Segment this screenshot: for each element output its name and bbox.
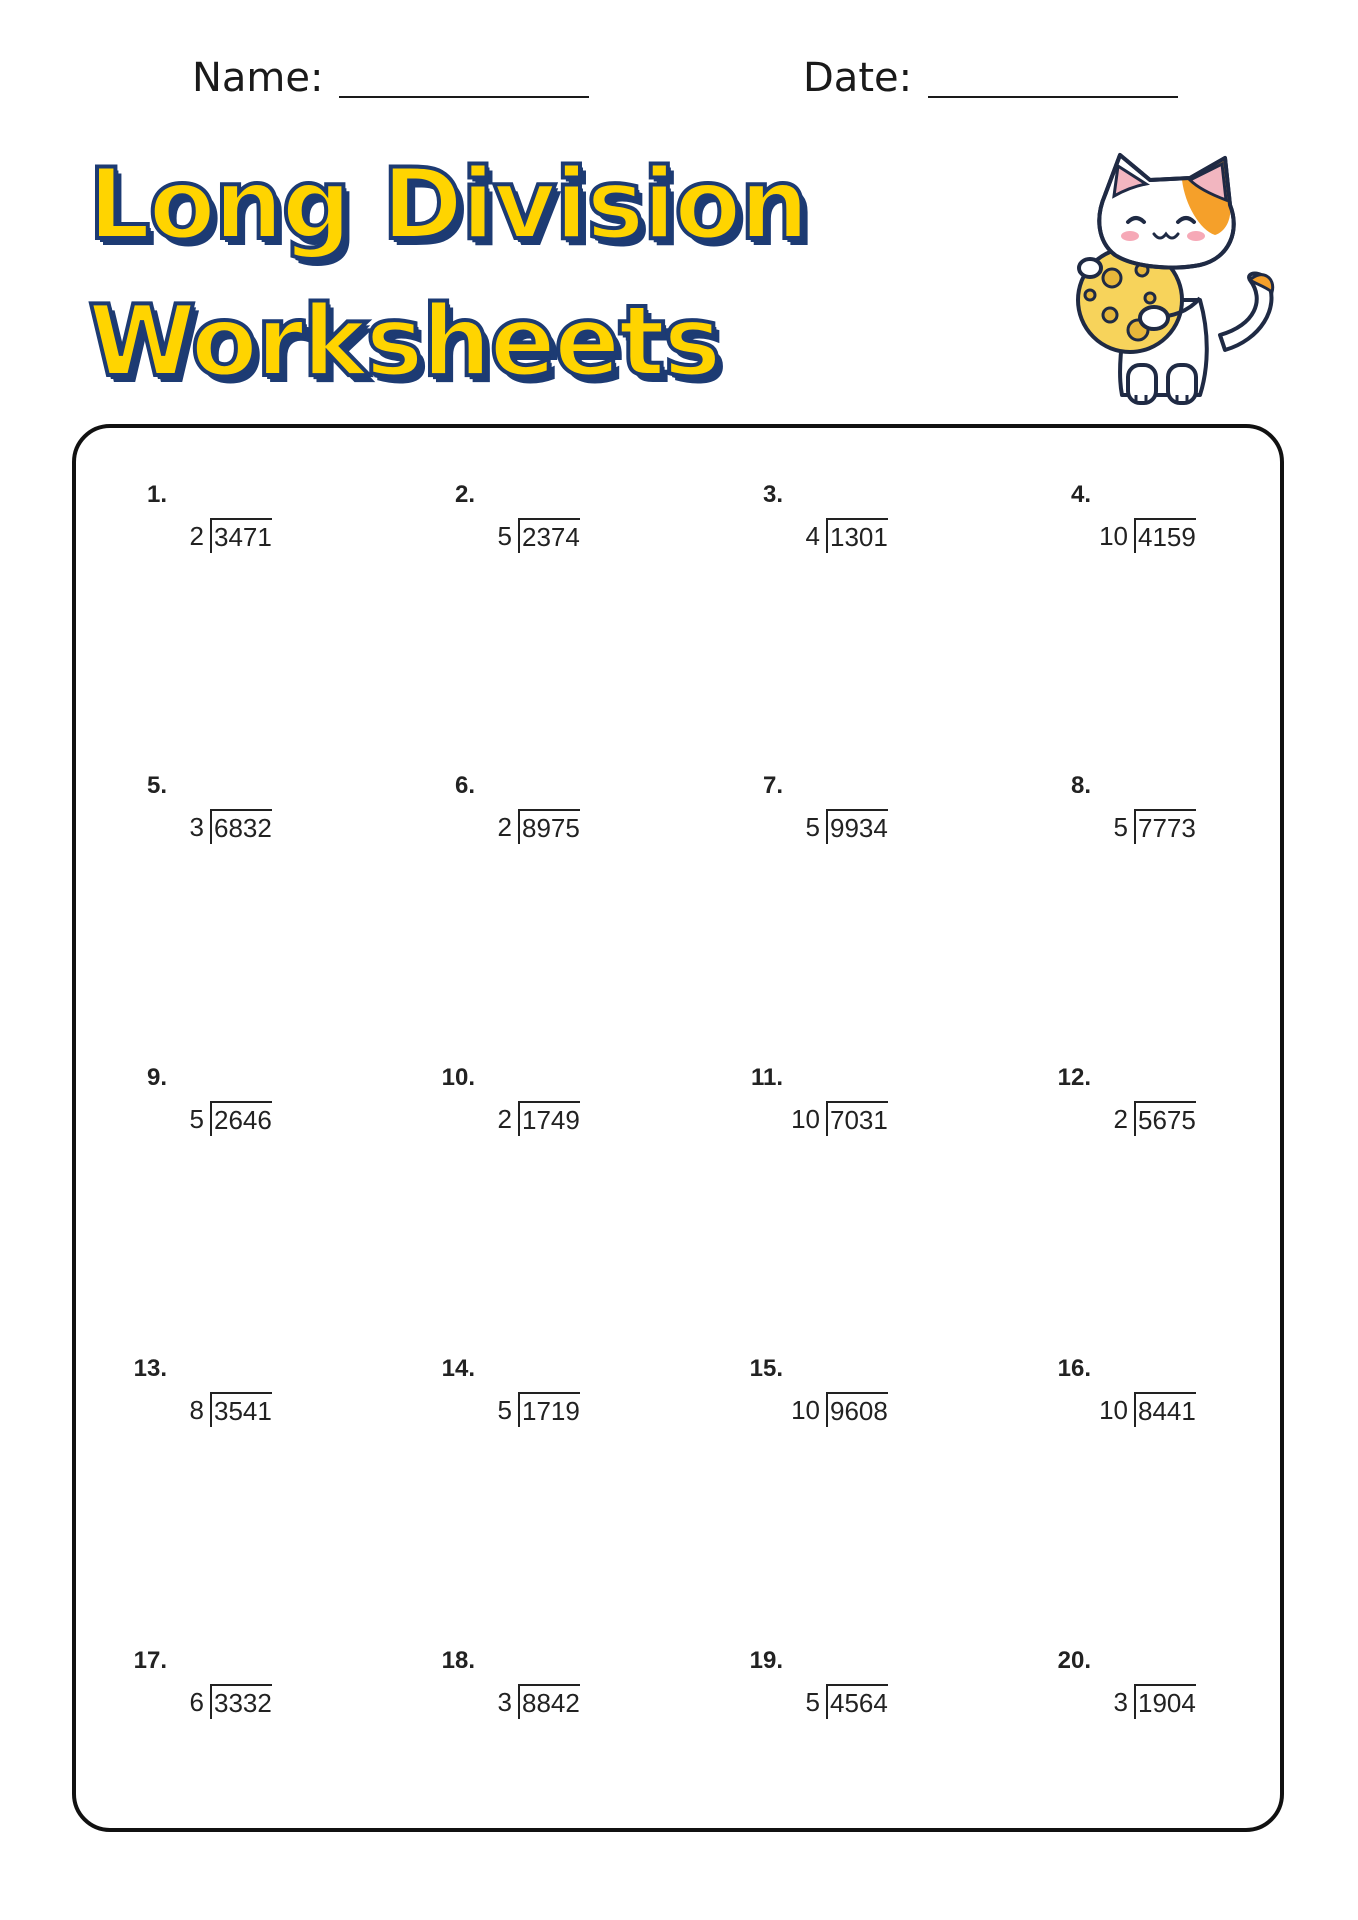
problem-7 bbox=[704, 771, 904, 871]
problem-1 bbox=[88, 480, 288, 580]
problem-divisor: 3 bbox=[1113, 1687, 1128, 1717]
problem-17 bbox=[88, 1646, 288, 1746]
problem-18 bbox=[396, 1646, 596, 1746]
problem-number: 1. bbox=[146, 481, 167, 508]
problem-divisor: 2 bbox=[497, 812, 512, 842]
problem-number: 6. bbox=[454, 772, 475, 799]
title-line-1: Long Division bbox=[88, 148, 808, 262]
problem-number: 9. bbox=[146, 1064, 167, 1091]
problem-divisor: 4 bbox=[805, 521, 820, 551]
problem-dividend: 7773 bbox=[1134, 809, 1196, 844]
problem-divisor: 2 bbox=[497, 1104, 512, 1134]
date-blank-line[interactable] bbox=[928, 96, 1178, 98]
problem-2 bbox=[396, 480, 596, 580]
name-blank-line[interactable] bbox=[339, 96, 589, 98]
problem-number: 20. bbox=[1057, 1647, 1091, 1674]
problem-number: 14. bbox=[441, 1355, 475, 1382]
problem-14 bbox=[396, 1354, 596, 1454]
problem-divisor: 5 bbox=[805, 1687, 820, 1717]
problem-dividend: 1719 bbox=[518, 1392, 580, 1427]
problem-dividend: 2374 bbox=[518, 518, 580, 553]
problem-number: 3. bbox=[762, 481, 783, 508]
problem-dividend: 7031 bbox=[826, 1101, 888, 1136]
problem-number: 8. bbox=[1070, 772, 1091, 799]
problem-number: 13. bbox=[133, 1355, 167, 1382]
problem-divisor: 5 bbox=[497, 521, 512, 551]
problem-dividend: 5675 bbox=[1134, 1101, 1196, 1136]
problem-divisor: 5 bbox=[497, 1395, 512, 1425]
problem-divisor: 3 bbox=[497, 1687, 512, 1717]
problem-divisor: 10 bbox=[791, 1104, 820, 1134]
problem-8 bbox=[1012, 771, 1212, 871]
problem-10 bbox=[396, 1063, 596, 1163]
problem-dividend: 9934 bbox=[826, 809, 888, 844]
problem-number: 11. bbox=[750, 1064, 783, 1091]
problem-number: 4. bbox=[1070, 481, 1091, 508]
problem-11 bbox=[704, 1063, 904, 1163]
problem-number: 2. bbox=[454, 481, 475, 508]
problem-number: 19. bbox=[749, 1647, 783, 1674]
problem-number: 7. bbox=[762, 772, 783, 799]
problem-number: 10. bbox=[441, 1064, 475, 1091]
problem-divisor: 5 bbox=[189, 1104, 204, 1134]
problem-5 bbox=[88, 771, 288, 871]
name-label: Name: bbox=[192, 55, 324, 101]
problem-divisor: 5 bbox=[805, 812, 820, 842]
problem-dividend: 3332 bbox=[210, 1684, 272, 1719]
problem-divisor: 8 bbox=[189, 1395, 204, 1425]
problem-dividend: 1904 bbox=[1134, 1684, 1196, 1719]
problem-dividend: 3541 bbox=[210, 1392, 272, 1427]
problem-13 bbox=[88, 1354, 288, 1454]
problem-6 bbox=[396, 771, 596, 871]
problem-dividend: 9608 bbox=[826, 1392, 888, 1427]
problem-dividend: 3471 bbox=[210, 518, 272, 553]
worksheet-title bbox=[88, 148, 808, 400]
problem-dividend: 1301 bbox=[826, 518, 888, 553]
problem-divisor: 10 bbox=[1099, 1395, 1128, 1425]
date-field[interactable] bbox=[803, 52, 1178, 104]
problem-dividend: 8441 bbox=[1134, 1392, 1196, 1427]
header bbox=[0, 52, 1358, 122]
problem-number: 18. bbox=[441, 1647, 475, 1674]
problem-dividend: 4564 bbox=[826, 1684, 888, 1719]
problem-divisor: 2 bbox=[1113, 1104, 1128, 1134]
problem-12 bbox=[1012, 1063, 1212, 1163]
problem-dividend: 2646 bbox=[210, 1101, 272, 1136]
problem-15 bbox=[704, 1354, 904, 1454]
problem-dividend: 4159 bbox=[1134, 518, 1196, 553]
problem-divisor: 10 bbox=[791, 1395, 820, 1425]
problem-dividend: 6832 bbox=[210, 809, 272, 844]
cat-holding-moon-icon bbox=[1050, 150, 1280, 415]
problem-3 bbox=[704, 480, 904, 580]
problem-dividend: 1749 bbox=[518, 1101, 580, 1136]
title-line-2: Worksheets bbox=[88, 285, 720, 399]
name-field[interactable] bbox=[192, 52, 589, 104]
problem-dividend: 8975 bbox=[518, 809, 580, 844]
problem-16 bbox=[1012, 1354, 1212, 1454]
problem-4 bbox=[1012, 480, 1212, 580]
problem-divisor: 2 bbox=[189, 521, 204, 551]
problem-divisor: 6 bbox=[189, 1687, 204, 1717]
problem-19 bbox=[704, 1646, 904, 1746]
problem-number: 5. bbox=[146, 772, 167, 799]
problem-9 bbox=[88, 1063, 288, 1163]
problem-number: 12. bbox=[1057, 1064, 1091, 1091]
problem-number: 17. bbox=[133, 1647, 167, 1674]
problem-divisor: 10 bbox=[1099, 521, 1128, 551]
problem-number: 16. bbox=[1057, 1355, 1091, 1382]
problem-divisor: 3 bbox=[189, 812, 204, 842]
problem-divisor: 5 bbox=[1113, 812, 1128, 842]
problem-20 bbox=[1012, 1646, 1212, 1746]
problem-number: 15. bbox=[749, 1355, 783, 1382]
date-label: Date: bbox=[803, 55, 913, 101]
problem-dividend: 8842 bbox=[518, 1684, 580, 1719]
